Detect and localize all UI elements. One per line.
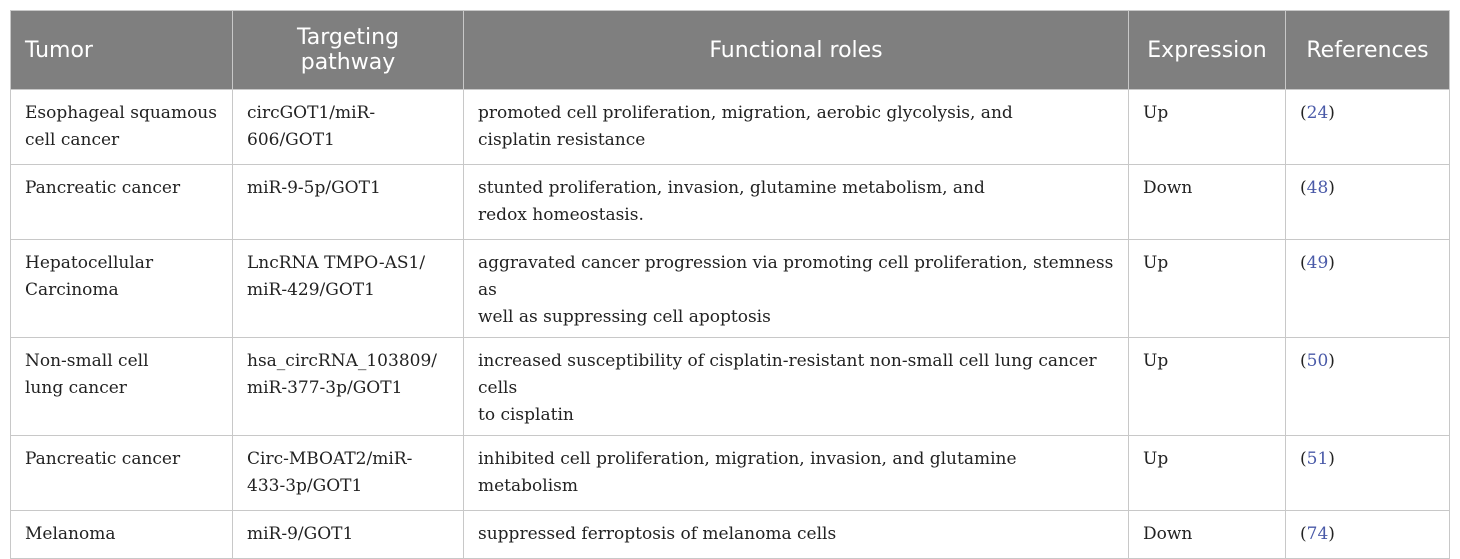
- table-row: [11, 90, 1450, 165]
- tumor-cell: [11, 511, 233, 559]
- tumor-line: lung cancer: [25, 378, 127, 398]
- table-row: [11, 240, 1450, 338]
- reference-cell: (74): [1286, 511, 1450, 559]
- pathway-cell: [233, 165, 464, 240]
- reference-link[interactable]: 50: [1306, 351, 1329, 371]
- header-tumor: Tumor: [11, 11, 233, 90]
- reference-cell: (51): [1286, 436, 1450, 511]
- pathway-line: LncRNA TMPO-AS1/: [247, 253, 426, 273]
- pathway-line: miR-9/GOT1: [247, 524, 354, 544]
- roles-line: well as suppressing cell apoptosis: [478, 307, 771, 327]
- pathway-cell: [233, 436, 464, 511]
- tumor-cell: [11, 90, 233, 165]
- roles-line: inhibited cell proliferation, migration, invasion, and glutamine metabolism: [478, 449, 1017, 496]
- pathway-cell: [233, 90, 464, 165]
- roles-line: stunted proliferation, invasion, glutamine metabolism, and: [478, 178, 985, 198]
- table-row: [11, 338, 1450, 436]
- tumor-line: Esophageal squamous: [25, 103, 217, 123]
- tumor-line: Melanoma: [25, 524, 116, 544]
- roles-line: redox homeostasis.: [478, 205, 644, 225]
- roles-cell: [464, 240, 1129, 338]
- tumor-line: Carcinoma: [25, 280, 119, 300]
- reference-link[interactable]: 51: [1306, 449, 1329, 469]
- roles-line: suppressed ferroptosis of melanoma cells: [478, 524, 837, 544]
- data-table: [10, 10, 1450, 559]
- roles-line: cisplatin resistance: [478, 130, 646, 150]
- tumor-line: cell cancer: [25, 130, 120, 150]
- table-row: [11, 511, 1450, 559]
- tumor-line: Pancreatic cancer: [25, 178, 181, 198]
- pathway-line: miR-377-3p/GOT1: [247, 378, 403, 398]
- tumor-cell: [11, 165, 233, 240]
- roles-cell: [464, 165, 1129, 240]
- pathway-line: Circ-MBOAT2/miR-: [247, 449, 413, 469]
- tumor-line: Non-small cell: [25, 351, 149, 371]
- header-functional-roles: Functional roles: [464, 11, 1129, 90]
- roles-line: aggravated cancer progression via promoting cell proliferation, stemness as: [478, 253, 1114, 300]
- expression-cell: Up: [1129, 90, 1286, 165]
- table-row: [11, 165, 1450, 240]
- roles-line: increased susceptibility of cisplatin-resistant non-small cell lung cancer cells: [478, 351, 1097, 398]
- reference-cell: (49): [1286, 240, 1450, 338]
- roles-cell: [464, 436, 1129, 511]
- tumor-line: Hepatocellular: [25, 253, 154, 273]
- tumor-line: Pancreatic cancer: [25, 449, 181, 469]
- pathway-cell: [233, 240, 464, 338]
- header-references: References: [1286, 11, 1450, 90]
- expression-cell: Down: [1129, 165, 1286, 240]
- reference-cell: (24): [1286, 90, 1450, 165]
- pathway-line: miR-9-5p/GOT1: [247, 178, 381, 198]
- tumor-cell: [11, 436, 233, 511]
- roles-cell: [464, 338, 1129, 436]
- tumor-cell: [11, 338, 233, 436]
- reference-link[interactable]: 74: [1306, 524, 1329, 544]
- pathway-line: 606/GOT1: [247, 130, 335, 150]
- pathway-line: hsa_circRNA_103809/: [247, 351, 437, 371]
- expression-cell: Up: [1129, 436, 1286, 511]
- header-expression: Expression: [1129, 11, 1286, 90]
- expression-cell: Down: [1129, 511, 1286, 559]
- pathway-line: circGOT1/miR-: [247, 103, 376, 123]
- table-row: [11, 436, 1450, 511]
- roles-cell: [464, 90, 1129, 165]
- roles-line: promoted cell proliferation, migration, aerobic glycolysis, and: [478, 103, 1013, 123]
- header-targeting-pathway: Targeting pathway: [233, 11, 464, 90]
- pathway-cell: [233, 338, 464, 436]
- table-header: [11, 11, 1450, 90]
- reference-link[interactable]: 49: [1306, 253, 1329, 273]
- reference-link[interactable]: 48: [1306, 178, 1329, 198]
- roles-cell: [464, 511, 1129, 559]
- pathway-cell: [233, 511, 464, 559]
- tumor-cell: [11, 240, 233, 338]
- table-body: [11, 90, 1450, 559]
- pathway-line: miR-429/GOT1: [247, 280, 375, 300]
- expression-cell: Up: [1129, 240, 1286, 338]
- header-row: [11, 11, 1450, 90]
- reference-cell: (48): [1286, 165, 1450, 240]
- expression-cell: Up: [1129, 338, 1286, 436]
- reference-link[interactable]: 24: [1306, 103, 1329, 123]
- reference-cell: (50): [1286, 338, 1450, 436]
- pathway-line: 433-3p/GOT1: [247, 476, 363, 496]
- roles-line: to cisplatin: [478, 405, 574, 425]
